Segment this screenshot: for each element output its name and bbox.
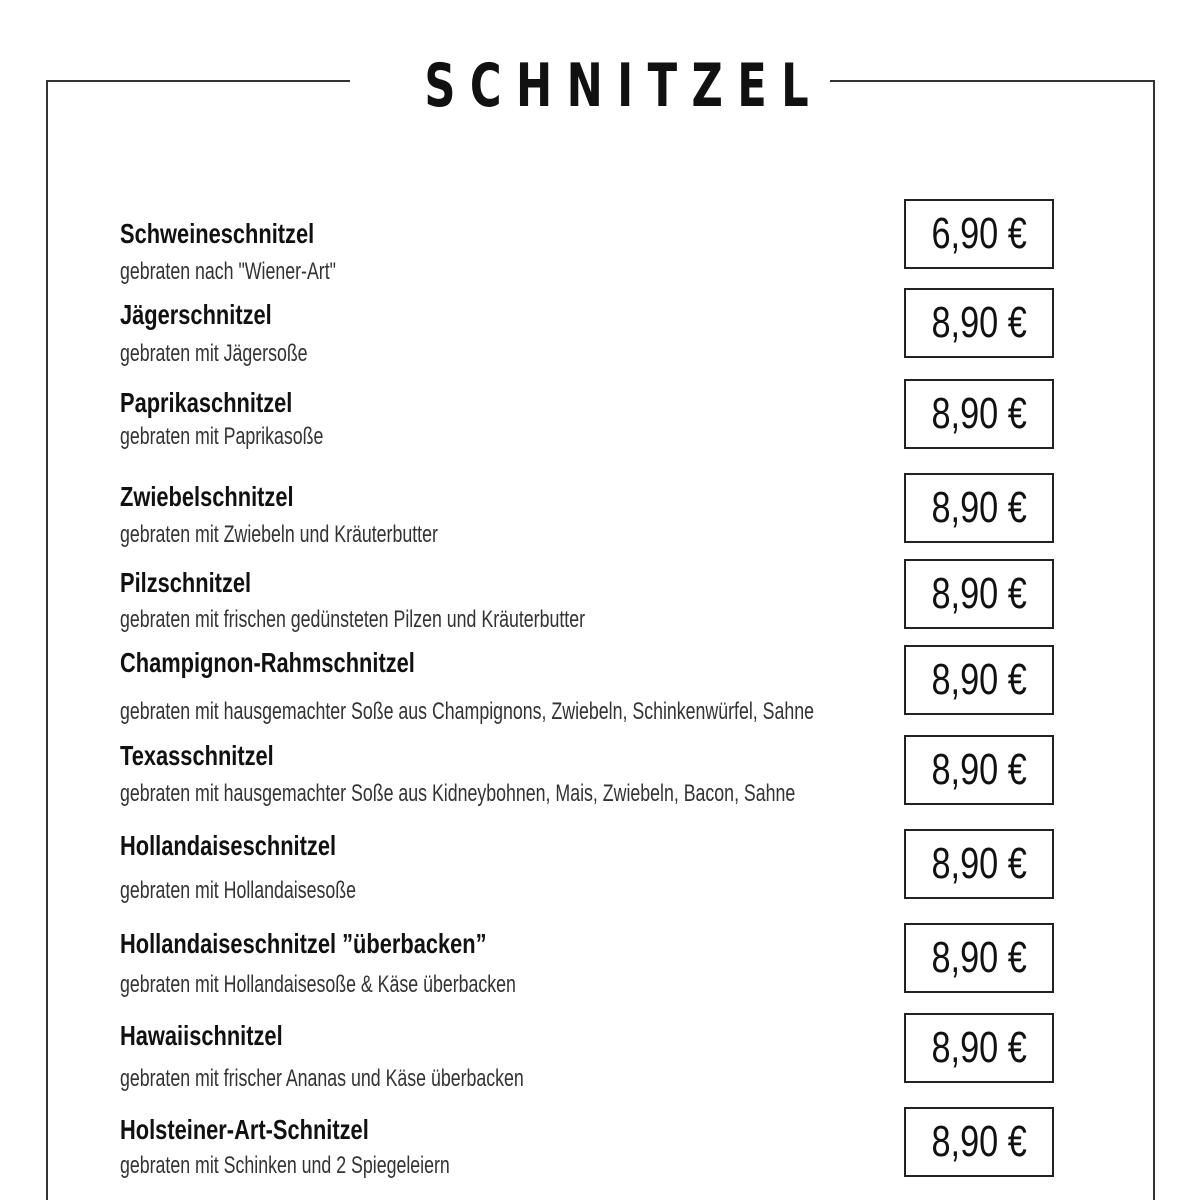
menu-item-description: gebraten mit Hollandaisesoße — [120, 877, 356, 904]
menu-item-hollandaiseschnitzel-ueberbacken — [120, 927, 880, 1007]
menu-item-description: gebraten mit hausgemachter Soße aus Champignons, Zwiebeln, Schinkenwürfel, Sahne — [120, 698, 815, 725]
menu-item-hawaiischnitzel — [120, 1019, 880, 1099]
price-label: 8,90 € — [931, 1023, 1027, 1072]
menu-item-description: gebraten mit frischen gedünsteten Pilzen und Kräuterbutter — [120, 606, 586, 633]
menu-item-description: gebraten nach "Wiener-Art" — [120, 258, 336, 285]
menu-item-name: Holsteiner-Art-Schnitzel — [120, 1114, 369, 1145]
menu-item-name: Pilzschnitzel — [120, 567, 252, 598]
menu-item-texasschnitzel — [120, 739, 880, 819]
menu-item-description: gebraten mit Paprikasoße — [120, 423, 324, 450]
price-box — [904, 288, 1054, 358]
price-box — [904, 923, 1054, 993]
menu-item-name: Hollandaiseschnitzel — [120, 830, 337, 861]
menu-item-description: gebraten mit Jägersoße — [120, 340, 308, 367]
menu-item-jaegerschnitzel — [120, 298, 880, 378]
menu-item-name: Zwiebelschnitzel — [120, 481, 294, 512]
price-box — [904, 735, 1054, 805]
price-label: 8,90 € — [931, 483, 1027, 532]
price-label: 8,90 € — [931, 745, 1027, 794]
frame-top-left-line — [46, 80, 350, 82]
menu-item-schweineschnitzel — [120, 217, 880, 297]
menu-item-name: Jägerschnitzel — [120, 299, 272, 330]
menu-item-champignon-rahmschnitzel — [120, 646, 880, 726]
price-box — [904, 1013, 1054, 1083]
price-box — [904, 645, 1054, 715]
menu-item-holsteiner-art-schnitzel — [120, 1113, 880, 1193]
price-label: 8,90 € — [931, 1117, 1027, 1166]
menu-item-name: Texasschnitzel — [120, 740, 274, 771]
price-box — [904, 473, 1054, 543]
menu-item-description: gebraten mit hausgemachter Soße aus Kidneybohnen, Mais, Zwiebeln, Bacon, Sahne — [120, 780, 796, 807]
menu-item-pilzschnitzel — [120, 566, 880, 646]
menu-item-paprikaschnitzel — [120, 386, 880, 466]
menu-item-name: Hawaiischnitzel — [120, 1020, 283, 1051]
price-box — [904, 379, 1054, 449]
menu-item-name: Paprikaschnitzel — [120, 387, 293, 418]
price-box — [904, 559, 1054, 629]
price-label: 8,90 € — [931, 569, 1027, 618]
frame-top-right-line — [830, 80, 1154, 82]
price-box — [904, 829, 1054, 899]
page-title: SCHNITZEL — [424, 51, 824, 121]
price-label: 8,90 € — [931, 655, 1027, 704]
menu-item-description: gebraten mit Hollandaisesoße & Käse überbacken — [120, 971, 516, 998]
price-box — [904, 199, 1054, 269]
menu-item-name: Hollandaiseschnitzel ”überbacken” — [120, 928, 487, 959]
price-label: 8,90 € — [931, 389, 1027, 438]
menu-item-description: gebraten mit Zwiebeln und Kräuterbutter — [120, 521, 438, 548]
price-label: 8,90 € — [931, 298, 1027, 347]
menu-item-hollandaiseschnitzel — [120, 829, 880, 909]
menu-item-name: Champignon-Rahmschnitzel — [120, 647, 415, 678]
price-box — [904, 1107, 1054, 1177]
menu-item-name: Schweineschnitzel — [120, 218, 315, 249]
frame-right-line — [1153, 80, 1155, 1200]
price-label: 8,90 € — [931, 933, 1027, 982]
menu-item-zwiebelschnitzel — [120, 480, 880, 560]
menu-item-description: gebraten mit Schinken und 2 Spiegeleiern — [120, 1152, 450, 1179]
frame-left-line — [46, 80, 48, 1200]
menu-item-description: gebraten mit frischer Ananas und Käse überbacken — [120, 1065, 524, 1092]
price-label: 8,90 € — [931, 839, 1027, 888]
price-label: 6,90 € — [931, 209, 1027, 258]
